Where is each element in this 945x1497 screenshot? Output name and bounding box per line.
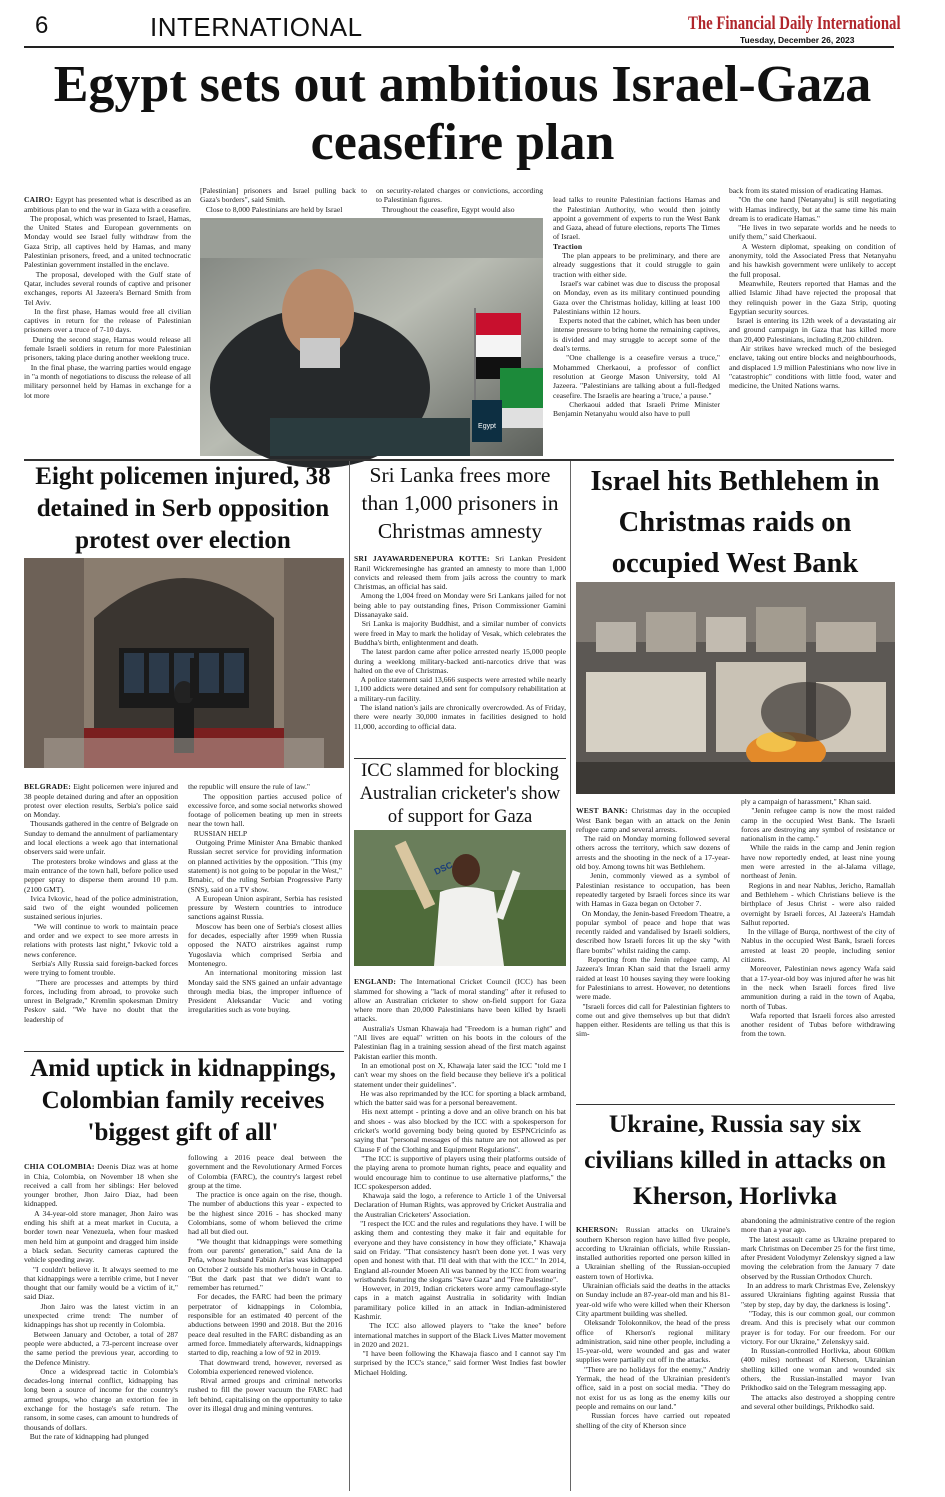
paper-name: The Financial Daily International	[688, 14, 901, 34]
egypt-col1	[24, 186, 191, 456]
subhead: Traction	[553, 241, 583, 251]
ukraine-headline: Ukraine, Russia say six civilians killed in attacks on Kherson, Horlivka	[584, 1109, 886, 1210]
egypt-col5: back from its stated mission of eradicating Hamas. "On the one hand [Netanyahu] is still negotiating with Hamas indirectly, but at the same time his main dream is to eradicate Hamas." "He lives in two separate worlds and he needs to unify them," said Cherkaoui. A Western diplomat, speaking on condition of anonymity, told the Associated Press that Netanyahu and his hawkish government were unlikely to accept the full proposal. Meanwhile, Reuters reported that Hamas and the allied Islamic Jihad have rejected the proposal that they relinquish power in the Gaza Strip, quoting Egyptian security sources. Israel is entering its 12th week of a devastating air and ground campaign in Gaza that has killed more than 20,400 Palestinians, including 8,200 children. Air strikes have wrecked much of the besieged enclave, taking out entire blocks and neighbourhoods, and displaced 1.9 million Palestinians who now live in "catastrophic" conditions with little food, water and medicine, the United Nations warns.	[729, 186, 896, 391]
body-text-2: The plan appears to be preliminary, and there are already suggestions that it could struggle to gain traction with either side. Israel's war cabinet was due to discuss the proposal on Monday, even as its military continued pounding Gaza over the Christmas holiday, killing at least 100 Palestinians within 12 hours. Experts noted that the cabinet, which has been under intense pressure to bring home the remaining captives, is divided and may struggle to accept some of the deal's terms. "One challenge is a ceasefire versus a truce," Mohammed Cherkaoui, a professor of conflict resolution at George Mason University, told Al Jazeera. "Palestinians are talking about a full-fledged ceasefire. The Israelis are hearing a 'truce,' a pause." Cherkaoui added that Israeli Prime Minister Benjamin Netanyahu would also have to pull	[553, 251, 720, 419]
issue-date: Tuesday, December 26, 2023	[740, 35, 855, 45]
masthead-rule	[24, 46, 894, 48]
divider	[354, 758, 566, 759]
srilanka-headline: Sri Lanka frees more than 1,000 prisoners in Christmas amnesty	[361, 463, 559, 543]
colombia-col2: following a 2016 peace deal between the government and the Revolutionary Armed Forces of Colombia (FARC), the country's largest rebel group at the time. The practice is once again on the rise, though. The number of abductions this year - expected to be the highest since 2016 - has shocked many Colombians, some of whom believed the crime had all but died out. "We thought that kidnappings were something from our parents' generation," said Ana de la Peña, whose husband Fabián Arias was kidnapped on October 2 outside his mother's house in Ocaña. "But the dark past that we didn't want to remember has returned." For decades, the FARC had been the primary perpetrator of kidnappings in Colombia, responsible for an estimated 40 percent of the abductions between 1990 and 2018. But the 2016 peace deal resulted in the FARC disbanding as an armed force. Immediately afterwards, kidnappings started to dip, reaching a low of 92 in 2019. That downward trend, however, reversed as Colombia experienced renewed violence. Rival armed groups and criminal networks rushed to fill the power vacuum the FARC had left behind, capitalising on the opportunity to take over its illegal drug and mining ventures.	[188, 1153, 342, 1414]
serbia-photo	[24, 558, 344, 768]
bethlehem-photo-graphic	[576, 582, 895, 794]
bethlehem-col2: ply a campaign of harassment," Khan said. "Jenin refugee camp is now the most raided camp in the occupied West Bank. The Israeli forces are destroying any symbol of resistance or nationalism in the camp." While the raids in the camp and Jenin region have now reportedly ended, at least nine young men were arrested in the al-Jalama village, northeast of Jenin. Regions in and near Nablus, Jericho, Ramallah and Bethlehem - which Christians believe is the birthplace of Jesus Christ - were also raided overnight by Israeli forces, Al Jazeera's Hamdah Salhut reported. In the village of Burqa, northwest of the city of Nablus in the occupied West Bank, Israeli forces arrested at least 20 people, including senior citizens. Moreover, Palestinian news agency Wafa said that a 17-year-old boy was injured after he was hit in the neck when Israeli forces fired live ammunition during a raid in the town of Aqaba, north of Tubas. Wafa reported that Israeli forces also arrested another resident of Tubas before withdrawing from the town.	[741, 797, 895, 1039]
icc-headline: ICC slammed for blocking Australian cricketer's show of support for Gaza	[359, 761, 561, 827]
divider	[576, 1104, 895, 1105]
ukraine-col1	[576, 1216, 730, 1491]
dateline: ENGLAND:	[354, 977, 397, 987]
serbia-col2	[188, 773, 342, 1049]
section-label: INTERNATIONAL	[150, 12, 363, 42]
body-text: the republic will ensure the rule of law." The opposition parties accused police of excessive force, and some social networks showed footage of policemen beating up men in streets near the town hall.	[188, 782, 342, 829]
body-text: Deenis Diaz was at home in Chia, Colombia, on November 18 when she received a call from her siblings: Her beloved younger brother, Jhon Jairo Diaz, had been kidnapped. A 34-year-old store manager, Jhon Jairo was ending his shift at a meat market in Cucuta, a border town near Venezuela, when four masked men held him at gunpoint and dragged him inside a black sedan. Security cameras captured the vehicle speeding away. "I couldn't believe it. It always seemed to me that kidnappings were a terrible crime, but I never thought that our family would be a victim of it," said Diaz. Jhon Jairo was the latest victim in an unexpected crime trend: The number of kidnappings has shot up recently in Colombia. Between January and October, a total of 287 people were abducted, a 73-percent increase over the same period the previous year, according to the Defence Ministry. Once a widespread tactic in Colombia's decades-long internal conflict, kidnapping has long been a source of income for the country's armed groups, who charge an extortion fee in exchange for the hostage's safe return. The ransom, in some cases, can amount to hundreds of thousands of dollars. But the rate of kidnapping had plunged	[24, 1162, 179, 1441]
icc-body	[354, 968, 566, 1491]
placard-text: Egypt	[478, 423, 496, 430]
egypt-col4	[553, 186, 720, 456]
icc-photo	[354, 830, 566, 966]
egypt-col3: on security-related charges or convictions, according to Palestinian figures. Throughout the ceasefire, Egypt would also	[376, 186, 543, 214]
dateline: CAIRO:	[24, 195, 54, 205]
page-number: 6	[35, 12, 49, 39]
egypt-headline-line1: Egypt sets out ambitious Israel-Gaza	[53, 56, 872, 113]
column-rule	[570, 461, 571, 1491]
colombia-headline: Amid uptick in kidnappings, Colombian family receives 'biggest gift of all'	[30, 1055, 336, 1146]
serbia-photo-graphic	[24, 558, 344, 768]
bethlehem-photo	[576, 582, 895, 794]
egypt-col2: [Palestinian] prisoners and Israel pulling back to Gaza's borders", said Smith. Close to 8,000 Palestinians are held by Israel	[200, 186, 367, 214]
icc-photo-graphic	[354, 830, 566, 966]
bethlehem-headline: Israel hits Bethlehem in Christmas raids on occupied West Bank	[590, 466, 880, 579]
masthead	[0, 0, 945, 52]
body-text: Eight policemen were injured and 38 people detained during and after an opposition protest over election results, Serbia's police said on Monday. Thousands gathered in the centre of Belgrade on Sunday to demand the annulment of parliamentary and local elections a week ago that international observers said were unfair. The protesters broke windows and glass at the main entrance of the town hall, before police used pepper spray to disperse them around 10 p.m. (2100 GMT). Ivica Ivkovic, head of the police administration, said two of the eight wounded policemen sustained serious injuries. "We will continue to work to maintain peace and order and we expect to see more arrests in relations with protests last night," Ivkovic told a news conference. Serbia's Ally Russia said foreign-backed forces were trying to foment trouble. "There are processes and attempts by third forces, including from abroad, to provoke such unrest in Belgrade," Kremlin spokesman Dmitry Peskov said. "We have no doubt that the leadership of	[24, 782, 179, 1024]
column-rule	[349, 461, 350, 1491]
serbia-headline: Eight policemen injured, 38 detained in Serb opposition protest over election	[35, 463, 331, 554]
subhead: RUSSIAN HELP	[188, 828, 248, 838]
body-text: Russian attacks on Ukraine's southern Kherson region have killed five people, according to Ukrainian officials, while Russian-installed authorities reported one person killed in a Ukrainian shelling of the Russian-occupied eastern town of Horlivka. Ukrainian officials said the deaths in the attacks on Sunday include an 87-year-old man and his 81-year-old wife who were killed when their Kherson City apartment building was shelled. Oleksandr Tolokonnikov, the head of the press office of Kherson's regional military administration, said nine other people, including a 15-year-old, were wounded and gas and water supplies were partially cut off in the attacks. "There are no holidays for the enemy," Andriy Yermak, the head of the Ukrainian president's office, said in a post on social media. "They do not exist for us as long as the enemy kills our people and remains on our land." Russian forces have carried out repeated shelling of the city of Kherson since	[576, 1225, 730, 1430]
srilanka-body	[354, 545, 566, 757]
colombia-col1	[24, 1153, 178, 1491]
dateline: CHIA COLOMBIA:	[24, 1162, 95, 1172]
dateline: SRI JAYAWARDENEPURA KOTTE:	[354, 554, 490, 564]
egypt-photo-graphic	[200, 218, 543, 456]
body-text: Christmas day in the occupied West Bank began with an attack on the Jenin refugee camp and several arrests. The raid on Monday morning followed several others across the territory, which saw dozens of arrests and the shooting in the neck of a 17-year-old boy. Among towns hit was Bethlehem. Jenin, commonly viewed as a symbol of Palestinian resistance to occupation, has been repeatedly targeted by Israeli forces since its war with Hamas in Gaza began on October 7. On Monday, the Jenin-based Freedom Theatre, a popular symbol of peace and hope that was recently raided and vandalised by Israeli soldiers, described how Israeli forces lit up the sky "with flare bombs" whilst raiding the camp. Reporting from the Jenin refugee camp, Al Jazeera's Imran Khan said that the Israeli army raided at least 10 houses saying they were looking for Palestinians to arrest. However, no detentions were made. "Israeli forces did call for Palestinian fighters to come out and give themselves up but that didn't happen either. Residents are telling us that this is sim-	[576, 806, 731, 1039]
body-text-2: Outgoing Prime Minister Ana Brnabic thanked Russian secret service for providing information on planned activities by the opposition. "This (my statement) is not going to be popular in the West," Brnabic, of the ruling Serbian Progressive Party (SNS), said on a TV show. A European Union aspirant, Serbia has resisted pressure by Western countries to introduce sanctions against Russia. Moscow has been one of Serbia's closest allies for decades, especially after 1999 when Russia opposed the NATO airstrikes against rump Yugoslavia which comprised Serbia and Montenegro. An international monitoring mission last Monday said the SNS gained an unfair advantage through media bias, the improper influence of President Aleksandar Vucic and voting irregularities such as vote buying.	[188, 838, 342, 1015]
bat-logo: DSC	[432, 859, 455, 877]
ukraine-col2: abandoning the administrative centre of the region more than a year ago. The latest assault came as Ukraine prepared to mark Christmas on December 25 for the first time, after President Volodymyr Zelenskyy signed a law moving the celebration from the January 7 date observed by the Russian Orthodox Church. In an address to mark Christmas Eve, Zelenskyy assured Ukrainians fighting against Russia that "step by step, day by day, the darkness is losing". "Today, this is our common goal, our common dream. And this is precisely what our common prayer is for today. For our freedom. For our victory. For our Ukraine," Zelenskyy said. In Russian-controlled Horlivka, about 600km (400 miles) northeast of Kherson, Ukrainian shelling killed one woman and wounded six others, the Russian-installed mayor Ivan Prikhodko said on the Telegram messaging app. The attacks also destroyed a shopping centre and several other buildings, Prikhodko said.	[741, 1216, 895, 1411]
body-text: lead talks to reunite Palestinian factions Hamas and the Palestinian Authority, who would then jointly appoint a government of experts to run the West Bank and Gaza, ahead of future elections, reports The Times of Israel.	[553, 195, 722, 242]
dateline: KHERSON:	[576, 1225, 619, 1235]
dateline: WEST BANK:	[576, 806, 628, 816]
egypt-photo	[200, 218, 543, 456]
egypt-headline	[15, 56, 910, 172]
divider	[24, 1051, 344, 1052]
egypt-headline-line2: ceasefire plan	[310, 114, 615, 171]
bethlehem-col1	[576, 797, 730, 1102]
body-text: The International Cricket Council (ICC) has been slammed for showing a "lack of moral standing" after it refused to allow an Australian cricketer to show on-field support for Gaza where more than 20,000 Palestinians have been killed by Israeli attacks. Australia's Usman Khawaja had "Freedom is a human right" and "All lives are equal" written on his boots in the colours of the Palestinian flag in a training session ahead of the first match against Pakistan earlier this month. In an emotional post on X, Khawaja later said the ICC "told me I can't wear my shoes on the field because they believe it's a political statement under their guidelines". He was also reprimanded by the ICC for sporting a black armband, which the batter said was for a personal bereavement. His next attempt - printing a dove and an olive branch on his bat and shoes - was also blocked by the ICC with a spokesperson for cricket's world governing body being quoted by ESPNCricinfo as saying that "personal messages of this nature are not allowed as per Clause F of the Clothing and Equipment Regulations". "The ICC is supportive of players using their platforms outside of the playing arena to promote human rights, peace and equality and would encourage him to continue to use alternative platforms," the ICC spokesperson added. Khawaja said the logo, a reference to Article 1 of the Universal Declaration of Human Rights, was approved by Cricket Australia and the Australian Cricketers' Association. "I respect the ICC and the rules and regulations they have. I will be asking them and contesting they make it fair and equitable for everyone and they have consistency in how they officiate," Khawaja said on Friday. "That consistency hasn't been done yet. I was very open and honest with that. I'll deal with that with the ICC." In 2014, England all-rounder Moeen Ali was banned by the ICC from wearing wristbands featuring the slogans "Save Gaza" and "Free Palestine". However, in 2019, Indian cricketers wore army camouflage-style caps in a match against Australia in solidarity with Indian paramilitary police killed in an attack in Indian-administered Kashmir. The ICC also allowed players to "take the knee" before international matches in support of the Black Lives Matter movement in 2020 and 2021. "I have been following the Khawaja fiasco and I cannot say I'm surprised by the ICC's stance," said former West Indies fast bowler Michael Holding.	[354, 977, 567, 1377]
dateline: BELGRADE:	[24, 782, 71, 792]
body-text: Egypt has presented what is described as an ambitious plan to end the war in Gaza with a ceasefire. The proposal, which was presented to Israel, Hamas, the United States and European governments on Monday would see Israel fully withdraw from the Gaza Strip, all captives held by Hamas, and many Palestinian prisoners, freed, and a united technocratic Palestinian government installed in the enclave. The proposal, developed with the Gulf state of Qatar, includes several rounds of captive and prisoner exchanges, reports Al Jazeera's Bernard Smith from Tel Aviv. In the first phase, Hamas would free all civilian captives in return for the release of Palestinian prisoners over a truce of 7-10 days. During the second stage, Hamas would release all female Israeli soldiers in return for more Palestinian prisoners, taking place during another weeklong truce. In the final phase, the warring parties would engage in "a month of negotiations to discuss the release of all military personnel held by Hamas in exchange for a lot more	[24, 195, 191, 400]
body-text: Sri Lankan President Ranil Wickremesinghe has granted an amnesty to more than 1,000 convicts and released them from jails across the country to mark Christmas, an official has said. Among the 1,004 freed on Monday were Sri Lankans jailed for not being able to pay outstanding fines, Prison Commissioner Gamini Dissanayake said. Sri Lanka is majority Buddhist, and a similar number of convicts were freed in May to mark the holiday of Vesak, which celebrates the Buddha's birth, enlightenment and death. The latest pardon came after police arrested nearly 15,000 people during a weeklong military-backed anti-narcotics drive that was halted on the eve of Christmas. A police statement said 13,666 suspects were arrested while nearly 1,100 addicts were detained and sent for compulsory rehabilitation at a military-run facility. The island nation's jails are chronically overcrowded. As of Friday, there were nearly 30,000 inmates in facilities designed to hold 11,000, according to official data.	[354, 554, 566, 731]
serbia-col1	[24, 773, 178, 1049]
